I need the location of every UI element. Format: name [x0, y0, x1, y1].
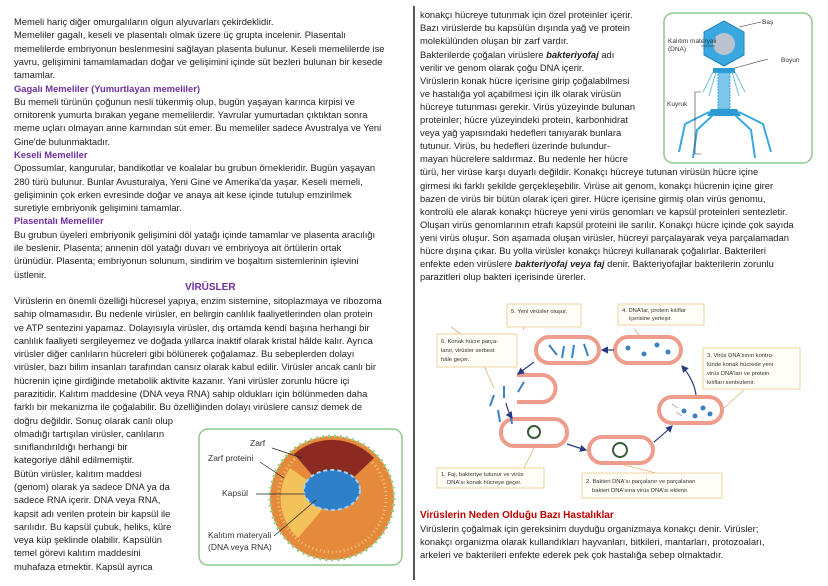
text-line	[14, 560, 153, 573]
line-text: girmesi iki farklı şekilde gerçekleşebilir. Virüse ait genom, konakçı hücrenin içine girer	[420, 179, 774, 191]
text-line	[14, 228, 375, 241]
text-line	[420, 74, 629, 87]
line-text: Memeliler gagalı, keseli ve plasentalı olmak üzere üç grupta incelenir. Plasentalı	[14, 29, 346, 41]
step3-text: virüs DNA'ları ve protein	[707, 371, 770, 377]
line-text: Keseli Memeliler	[14, 149, 88, 160]
section-heading	[420, 509, 614, 522]
line-text: Bütün virüsler, kalıtım maddesi	[14, 467, 142, 479]
line-text: temel görevi kalıtım maddesini	[14, 547, 141, 559]
step3-text: kılıfları sentezlenir.	[707, 380, 756, 386]
text-line	[420, 522, 758, 535]
text-line	[14, 467, 142, 480]
cell-dna-integration	[589, 437, 653, 463]
line-text: bazen de virüs bir bütün olarak içeri girer. Hücre içerisine girmiş olan virüs genomu,	[420, 192, 766, 204]
text-line	[420, 87, 621, 100]
text-line	[14, 321, 370, 334]
text-line	[14, 493, 160, 506]
line-text: ile beslenir. Plasenta; annenin döl yatağı duvarı ve embriyoya ait örtülerin ortak	[14, 241, 342, 253]
line-text: memelilerde embriyonun beslenmesini sağlayan plasenta bulunur. Keseli memelilerde ise	[14, 42, 385, 54]
step1-text: 1. Faj, bakteriye tutunur ve virüs	[441, 472, 524, 478]
line-text: kapsit adı verilen protein bir kapsül ile	[14, 507, 171, 519]
line-text: Bazı virüslerde bu kapsülün dışında yağ ve protein	[420, 22, 631, 34]
line-text: Virüslerin Neden Olduğu Bazı Hastalıklar	[420, 509, 614, 521]
step3-text: lünde konak hücrede yeni	[707, 362, 774, 368]
line-text: ürünüdür. Plasenta; embriyonun solunum, sindirim ve boşaltım sistemlerinin işlevini	[14, 255, 359, 267]
line-text: ornitorenk yumurta bırakan yegane memelilerdir. Yavrular yumurtadan çıktıktan sonra	[14, 109, 368, 121]
line-text: Memeli hariç diğer omurgalıların olgun alyuvarları çekirdeklidir.	[14, 16, 274, 28]
line-text: 280 türü bulunur. Bunlar Avusturalya, Yeni Gine ve Amerika'da yaşar. Keseli memeli,	[14, 175, 363, 187]
text-line	[14, 400, 362, 413]
step4-text: 4. DNA'lar, protein kılıflar	[622, 308, 686, 314]
label-kapsul: Kapsül	[222, 488, 248, 498]
line-text: hücreye tutunması gerekir. Virüs yüzeyinde bulunan	[420, 100, 636, 112]
line-text: Bu grubun üyeleri embriyonik gelişimini döl yatağı içinde tamamlar ve plasenta aracılığı	[14, 228, 376, 240]
cell-assembly	[615, 337, 681, 363]
text-line	[420, 8, 633, 21]
label-kalitim: Kalıtım materyali	[208, 530, 272, 540]
line-text: hücre dışına çıkar. Bu yolla virüsler konakçı hücreyi kullanarak çoğalırlar. Bakterileri	[420, 245, 766, 256]
label-boyun: Boyun	[781, 57, 800, 64]
text-line	[420, 548, 723, 561]
text-line	[420, 231, 789, 244]
line-text: Virüslerin en önemli özelliği hücresel yapıya, enzim sistemine, sitoplazmaya ve ribozoma	[14, 295, 382, 307]
text-line	[14, 254, 358, 267]
text-line	[14, 135, 110, 148]
text-line	[14, 453, 134, 466]
text-line	[420, 270, 586, 283]
text-line	[420, 139, 610, 152]
step5-box	[507, 304, 581, 327]
step2-box	[582, 473, 722, 498]
line-text: verilir ve genom olarak çoğu DNA içerir.	[420, 61, 585, 73]
text-line	[14, 108, 367, 121]
text-line	[14, 507, 170, 520]
line-text: üstlenir.	[14, 268, 47, 280]
text-line	[14, 188, 352, 201]
line-text: suretiyle embriyonik gelişimini tamamlar.	[14, 202, 182, 214]
virus-structure-figure	[198, 428, 403, 566]
label-zarf-proteini: Zarf proteini	[208, 453, 254, 463]
text-line	[420, 126, 621, 139]
line-text: veya küp şeklinde olabilir. Kapsülün	[14, 534, 163, 546]
label-kuyruk: Kuyruk	[667, 101, 688, 108]
text-line	[420, 34, 569, 47]
line-text: tutunur. Virüs, bu hedefleri üzerinde bulundur-	[420, 140, 611, 152]
label-kalitim: Kalıtım materyali	[668, 38, 717, 45]
line-text: proteinler; hücre yüzeyindeki protein, karbonhidrat	[420, 114, 628, 125]
line-text: türü, her virüse karşı duyarlı değildir. Konakçı hücreye tutunan virüsün hücre içine	[420, 166, 759, 178]
line-text: muhafaza etmektir. Kapsül ayrıca	[14, 560, 153, 572]
text-line	[14, 161, 375, 174]
text-line	[14, 387, 367, 400]
line-text: Bu memeli türünün çoğunun nesli tükenmiş olup, bugün yaşayan karınca kirpisi ve	[14, 95, 355, 107]
line-text: doğru değildir. Sonuç olarak canlı olup	[14, 414, 173, 426]
text-line	[14, 334, 373, 347]
cell-new-viruses	[536, 337, 599, 363]
line-text: Oluşan virüs genomlarının etrafı kapsül proteini ile sarılır. Konakçı hücre içinde çok sayıda	[420, 218, 794, 230]
text-line	[420, 205, 787, 218]
line-text: adı	[598, 48, 615, 60]
text-line	[14, 533, 162, 546]
line-text: parazitidir. Kalıtım maddesine (DNA veya RNA) sahip oldukları için bölünmeden daha	[14, 388, 368, 400]
section-heading	[14, 82, 200, 95]
text-line	[14, 95, 355, 108]
line-text: Bakterilerde çoğalan virüslere	[420, 48, 547, 60]
text-line	[420, 179, 773, 192]
step4-text: içerisine yerleşir.	[629, 316, 672, 322]
line-text: olmadığı tartışılan virüsler, canlıların	[14, 427, 165, 439]
line-text: virüsler, bazı bilim insanları tarafından cansız olarak kabul edilir. Virüsler ancak canlı bir	[14, 361, 376, 373]
text-line	[14, 42, 385, 55]
cell-synthesis	[659, 397, 722, 423]
line-text: kontrolü ele alarak konakçı hücreye yeni virüs genomları ve kapsül proteinleri sentezletir.	[420, 205, 788, 217]
line-text: Gagalı Memeliler (Yumurtlayan memeliler)	[14, 82, 201, 94]
text-line	[420, 100, 635, 113]
text-line	[14, 307, 373, 320]
line-text: VİRÜSLER	[185, 281, 236, 293]
lytic-cycle-figure	[414, 300, 828, 500]
text-line	[14, 520, 171, 533]
line-text: konakçı organizma olarak kullandıkları hayvanları, bitkileri, mantarları, protozoaları,	[420, 535, 765, 547]
step6-text: lanır, virüsler serbest	[441, 348, 495, 354]
emphasized-term: bakteriyofaj veya faj	[514, 258, 605, 270]
text-line	[420, 165, 758, 178]
text-line	[14, 201, 182, 214]
line-text: mayan hücrelere saldırmaz. Bu nedenle her hücre	[420, 153, 628, 165]
line-text: ve hastalığa yol açabilmesi için ilk olarak virüsün	[420, 87, 622, 99]
line-text: enfekte eden virüslere	[420, 258, 515, 270]
text-line	[420, 192, 765, 205]
text-line	[14, 440, 128, 453]
line-text: ve ATP sentezini yapamaz. Dolayısıyla virüsler, dış ortamda kendi başına herhangi bir	[14, 321, 370, 333]
text-line	[420, 61, 584, 74]
line-text: Opossumlar, kangurular, bandikotlar ve koalalar bu grubun örnekleridir. Bugün yaşayan	[14, 162, 376, 174]
step3-text: 3. Virüs DNA'sının kontro-	[707, 353, 774, 359]
section-heading	[14, 214, 104, 227]
line-text: konakçı hücreye tutunmak için özel proteinler içerir.	[420, 9, 633, 21]
line-text: meme uçları olmayan anne karnından süt emer. Bu memeliler sadece Avustralya ve Yeni	[14, 122, 382, 134]
line-text: sadece RNA içerir. DNA veya RNA,	[14, 494, 161, 506]
text-line	[14, 480, 170, 493]
text-line	[14, 68, 55, 81]
step6-text: 6. Konak hücre parça-	[441, 339, 499, 345]
line-text: Virüslerin çoğalmak için gereksinim duyduğu organizmaya konakçı denir. Virüsler;	[420, 522, 759, 534]
line-text: yeni virüs oluşur. Son aşamada oluşan virüsler, hücreyi parçalayarak veya parçalamadan	[420, 231, 789, 243]
line-text: denir. Bakteriyofajlar bakterilerin zorunlu	[604, 258, 774, 270]
bacteriophage-figure	[663, 12, 813, 164]
line-text: sınıflandırıldığı herhangi bir	[14, 441, 128, 453]
text-line	[420, 48, 614, 61]
text-line	[420, 113, 628, 126]
text-line	[14, 414, 173, 427]
emphasized-term: bakteriyofaj	[546, 48, 599, 60]
text-line	[14, 268, 46, 281]
text-line	[14, 241, 341, 254]
text-line	[420, 21, 630, 34]
label-zarf: Zarf	[250, 438, 266, 448]
label-dna: (DNA)	[668, 46, 687, 53]
text-line	[14, 374, 349, 387]
line-text: hücrenin içine girdiğinde metabolik aktivite kazanır. Yani virüsler zorunlu hücre içi	[14, 374, 350, 386]
cell-lysed	[517, 375, 556, 402]
text-line	[14, 28, 346, 41]
text-line	[420, 152, 628, 165]
line-text: (genom) olarak ya sadece DNA ya da	[14, 481, 170, 492]
text-line	[14, 347, 354, 360]
line-text: molekülünden oluşan bir zarf vardır.	[420, 35, 569, 47]
line-text: Gine'de bulunmaktadır.	[14, 135, 111, 147]
line-text: Plasentalı Memeliler	[14, 215, 104, 227]
text-line	[14, 15, 273, 28]
text-line	[14, 294, 382, 307]
text-line	[14, 175, 363, 188]
text-line	[14, 427, 164, 440]
line-text: virüsler diğer canlıların hücreleri gibi bölünerek çoğalamaz. Bu sebeplerden dolayı	[14, 348, 355, 360]
step2-text: bakteri DNA'sına virüs DNA'sı eklenir.	[592, 488, 689, 494]
line-text: sahip olmamasıdır. Bu nedenle virüsler, en belirgin canlılık faaliyetlerinden olan protein	[14, 308, 373, 320]
text-line	[420, 257, 774, 270]
line-text: canlılık faaliyeti sergileyemez ve doğada yıllarca inaktif olarak kristal hâlde kalır. Ayrıca	[14, 334, 373, 346]
text-line	[420, 535, 764, 548]
text-line	[420, 218, 794, 231]
line-text: yavru, gelişimini tamamlamadan doğar ve gelişimini içinde süt bezleri bulunan bir kesede	[14, 56, 383, 68]
text-line	[14, 121, 381, 134]
step6-text: hâle geçer.	[441, 357, 470, 363]
line-text: parazitleri olup bakteri içerisinde ürerler.	[420, 271, 586, 283]
label-dna-rna: (DNA veya RNA)	[208, 542, 272, 552]
text-line	[14, 55, 382, 68]
line-text: Virüslerin konak hücre içerisine girip çoğalabilmesi	[420, 74, 630, 86]
text-line	[420, 244, 766, 257]
label-bas: Baş	[762, 19, 774, 26]
line-text: farklı bir mekanizma ile çoğalabilir. Bu özelliğinden dolayı virüslere cansız demek de	[14, 401, 363, 413]
text-line	[14, 546, 141, 559]
section-heading	[14, 148, 87, 161]
line-text: veya yağ yapısındaki hedefleri tanıyarak bunlara	[420, 127, 622, 139]
line-text: tamamlar.	[14, 69, 56, 81]
step2-text: 2. Bakteri DNA'sı parçalanır ve parçalanan	[586, 479, 696, 485]
line-text: gelişiminin çok erken evresinde doğar ve anaya ait kese içinde tutulup emzirilmek	[14, 188, 352, 200]
step5-text: 5. Yeni virüsler oluşur.	[511, 309, 568, 315]
line-text: kategoriye dâhil edilmemiştir.	[14, 454, 135, 466]
section-title	[185, 281, 236, 294]
line-text: sarılıdır. Bu kapsül çubuk, heliks, küre	[14, 520, 172, 532]
line-text: arkeleri ve bakterileri enfekte ederek pek çok hastalığa sebep olmaktadır.	[420, 548, 724, 560]
step1-text: DNA'sı konak hücreye geçer.	[447, 480, 522, 486]
text-line	[14, 360, 376, 373]
